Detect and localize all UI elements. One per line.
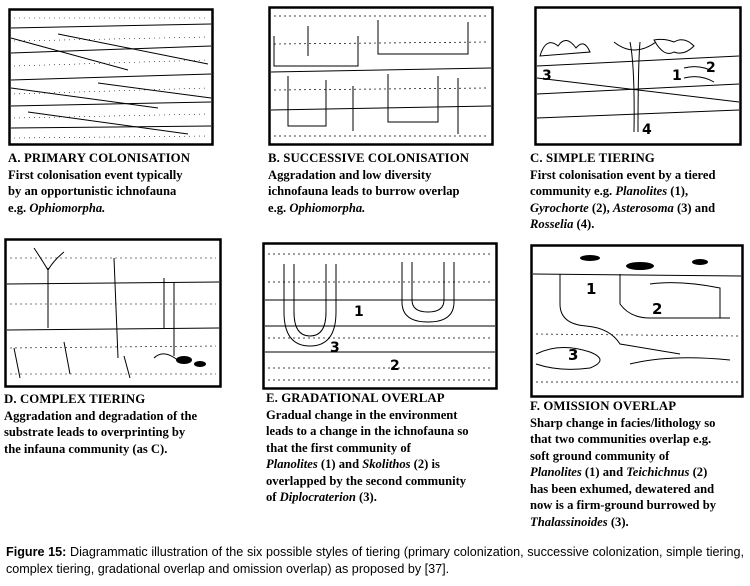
caption-line: overlapped by the second community	[266, 473, 467, 488]
panel-b-diagram	[268, 6, 494, 146]
panel-d-diagram	[4, 238, 222, 388]
panel-c-label-1: 1	[672, 68, 682, 84]
panel-c-diagram	[534, 6, 742, 146]
panel-c-label-2: 2	[706, 60, 716, 76]
caption-line: First colonisation event typically	[8, 167, 183, 182]
caption-title: B. SUCCESSIVE COLONISATION	[268, 151, 470, 165]
caption-line: Rosselia (4).	[530, 217, 595, 231]
caption-title: F. OMISSION OVERLAP	[530, 399, 677, 413]
caption-line: Planolites (1) and Teichichnus (2)	[530, 465, 708, 479]
taxon-name: Ophiomorpha.	[289, 200, 366, 215]
taxon-name: Planolites	[615, 184, 668, 198]
caption-line: now is a firm-ground burrowed by	[530, 498, 717, 512]
taxon-name: Asterosoma	[612, 200, 674, 215]
caption-line: Thalassinoides (3).	[530, 514, 629, 529]
panel-e-diagram	[262, 242, 498, 390]
caption-line: by an opportunistic ichnofauna	[8, 184, 177, 198]
caption-line: soft ground community of	[530, 448, 670, 463]
caption-line: Aggradation and degradation of the	[4, 408, 198, 423]
caption-line: substrate leads to overprinting by	[4, 425, 186, 439]
caption-line: has been exhumed, dewatered and	[530, 481, 715, 496]
taxon-name: Gyrochorte	[530, 200, 589, 215]
panel-a-diagram	[8, 8, 214, 146]
caption-line: ichnofauna leads to burrow overlap	[268, 184, 460, 198]
caption-line: the infauna community (as C).	[4, 441, 168, 456]
taxon-name: Teichichnus	[626, 465, 690, 479]
caption-line: Aggradation and low diversity	[268, 167, 432, 182]
panel-e-label-2: 2	[390, 358, 400, 374]
panel-f-diagram	[530, 244, 744, 398]
caption-line: leads to a change in the ichnofauna so	[266, 424, 469, 438]
panel-e-label-3: 3	[330, 340, 340, 356]
panel-e-caption	[266, 390, 528, 506]
caption-line: Planolites (1) and Skolithos (2) is	[266, 457, 440, 471]
panel-f-caption	[530, 398, 748, 530]
caption-line: Gyrochorte (2), Asterosoma (3) and	[530, 200, 716, 215]
caption-title: D. COMPLEX TIERING	[4, 392, 146, 406]
panel-e-label-1: 1	[354, 304, 364, 320]
taxon-name: Skolithos	[362, 457, 411, 471]
taxon-name: Thalassinoides	[530, 514, 608, 529]
panel-f-label-1: 1	[586, 280, 597, 298]
figure-caption	[6, 544, 744, 578]
panel-f-label-2: 2	[652, 300, 663, 318]
caption-line: community e.g. Planolites (1),	[530, 184, 689, 198]
caption-line: Gradual change in the environment	[266, 407, 458, 422]
taxon-name: Planolites	[266, 457, 318, 471]
panel-c-caption	[530, 150, 748, 233]
caption-line: Sharp change in facies/lithology so	[530, 415, 716, 430]
caption-line: that the first community of	[266, 440, 411, 455]
caption-line: e.g. Ophiomorpha.	[8, 200, 106, 215]
panel-d-caption	[4, 391, 254, 457]
figure-caption-label: Figure 15:	[6, 545, 67, 559]
taxon-name: Rosselia	[530, 217, 574, 231]
panel-b-caption	[268, 150, 524, 216]
caption-line: that two communities overlap e.g.	[530, 432, 712, 446]
panel-c-label-3: 3	[542, 68, 552, 84]
caption-line: First colonisation event by a tiered	[530, 167, 716, 182]
caption-line: of Diplocraterion (3).	[266, 490, 377, 504]
taxon-name: Diplocraterion	[279, 490, 356, 504]
taxon-name: Planolites	[530, 465, 582, 479]
caption-title: C. SIMPLE TIERING	[530, 151, 655, 165]
caption-line: e.g. Ophiomorpha.	[268, 200, 366, 215]
panel-f-label-3: 3	[568, 346, 579, 364]
caption-title: E. GRADATIONAL OVERLAP	[266, 391, 445, 405]
figure-caption-text: Diagrammatic illustration of the six possible styles of tiering (primary colonization, successive colonization, simple tiering, complex tiering, gradational overlap and omission overlap) as proposed by [37].	[6, 545, 744, 576]
caption-title: A. PRIMARY COLONISATION	[8, 151, 191, 165]
panel-c-label-4: 4	[642, 122, 652, 138]
taxon-name: Ophiomorpha.	[29, 200, 106, 215]
panel-a-caption	[8, 150, 258, 216]
